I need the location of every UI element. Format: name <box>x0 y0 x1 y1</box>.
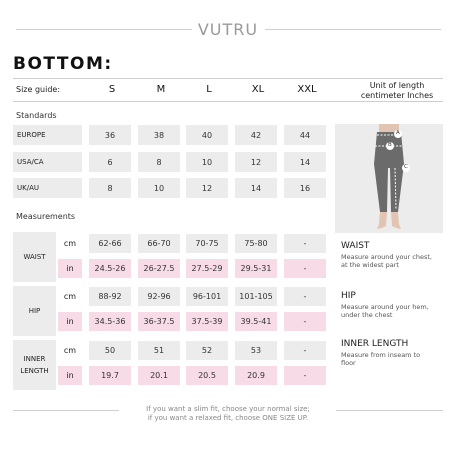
hip-in-xl: 39.5-41 <box>235 312 277 331</box>
standard-usa-xl: 12 <box>235 152 277 172</box>
figure-marker-b: B <box>388 142 392 148</box>
hip-unit-in: in <box>58 312 82 331</box>
desc-waist-line-2: at the widest part <box>341 261 399 269</box>
page-title: BOTTOM: <box>13 54 113 74</box>
inner-length-line-1: INNER <box>23 355 46 363</box>
standard-usa-xxl: 14 <box>284 152 326 172</box>
measurement-label-waist: WAIST <box>13 232 56 282</box>
standard-uk-xl: 14 <box>235 178 277 198</box>
inner-length-cm-s: 50 <box>89 341 131 360</box>
desc-text-inner-length <box>341 351 445 367</box>
desc-hip-line-1: Measure around your hem, <box>341 303 429 311</box>
desc-hip-line-2: under the chest <box>341 311 393 319</box>
inner-length-line-2: LENGTH <box>20 367 49 375</box>
hip-cm-xxl: - <box>284 287 326 306</box>
hip-in-l: 37.5-39 <box>186 312 228 331</box>
standards-label: Standards <box>16 111 57 120</box>
unit-note <box>347 81 447 101</box>
hip-cm-s: 88-92 <box>89 287 131 306</box>
waist-unit-in: in <box>58 259 82 278</box>
size-header-xl: XL <box>251 84 265 95</box>
standard-usa-s: 6 <box>89 152 131 172</box>
size-header-l: L <box>206 84 212 95</box>
waist-in-xxl: - <box>284 259 326 278</box>
standard-row-label-usa-ca: USA/CA <box>13 152 82 172</box>
standard-uk-l: 12 <box>186 178 228 198</box>
measurement-label-hip: HIP <box>13 286 56 336</box>
size-header-s: S <box>108 84 116 95</box>
waist-cm-m: 66-70 <box>138 234 180 253</box>
desc-inner-length-line-2: floor <box>341 359 356 367</box>
brand-logo: VUTRU <box>197 20 259 39</box>
inner-length-in-s: 19.7 <box>89 366 131 385</box>
brand-rule-right <box>265 29 441 30</box>
unit-note-line-2: centimeter Inches <box>360 91 434 100</box>
inner-length-unit-in: in <box>58 366 82 385</box>
size-header-xxl: XXL <box>297 84 317 95</box>
standard-uk-xxl: 16 <box>284 178 326 198</box>
inner-length-in-m: 20.1 <box>138 366 180 385</box>
unit-note-line-1: Unit of length <box>369 81 425 90</box>
desc-title-inner-length: INNER LENGTH <box>341 339 409 349</box>
desc-waist-line-1: Measure around your chest, <box>341 253 432 261</box>
hip-cm-xl: 101-105 <box>235 287 277 306</box>
waist-in-s: 24.5-26 <box>89 259 131 278</box>
header-rule-bottom <box>13 101 443 102</box>
desc-text-waist <box>341 253 445 269</box>
fit-note-line-1: If you want a slim fit, choose your normal size; <box>146 405 310 413</box>
size-guide-label: Size guide: <box>16 85 61 94</box>
standard-europe-m: 38 <box>138 125 180 145</box>
figure-panel <box>335 124 443 233</box>
figure-marker-a: A <box>396 130 400 136</box>
standard-europe-l: 40 <box>186 125 228 145</box>
waist-cm-xxl: - <box>284 234 326 253</box>
inner-length-in-xxl: - <box>284 366 326 385</box>
inner-length-cm-m: 51 <box>138 341 180 360</box>
measurement-label-inner-length <box>13 340 56 390</box>
leggings-figure-icon <box>335 124 443 233</box>
waist-cm-s: 62-66 <box>89 234 131 253</box>
hip-cm-l: 96-101 <box>186 287 228 306</box>
fit-note-line-2: if you want a relaxed fit, choose ONE SIZE UP. <box>147 414 309 422</box>
figure-marker-c: C <box>404 164 408 170</box>
standard-usa-l: 10 <box>186 152 228 172</box>
standard-row-label-europe: EUROPE <box>13 125 82 145</box>
footer-rule-right <box>336 410 443 411</box>
desc-inner-length-line-1: Measure from inseam to <box>341 351 421 359</box>
hip-in-s: 34.5-36 <box>89 312 131 331</box>
inner-length-cm-l: 52 <box>186 341 228 360</box>
standard-uk-m: 10 <box>138 178 180 198</box>
hip-in-m: 36-37.5 <box>138 312 180 331</box>
inner-length-cm-xxl: - <box>284 341 326 360</box>
standard-europe-xl: 42 <box>235 125 277 145</box>
standard-europe-s: 36 <box>89 125 131 145</box>
desc-title-waist: WAIST <box>341 241 370 251</box>
waist-in-l: 27.5-29 <box>186 259 228 278</box>
inner-length-cm-xl: 53 <box>235 341 277 360</box>
hip-in-xxl: - <box>284 312 326 331</box>
standard-usa-m: 8 <box>138 152 180 172</box>
waist-cm-l: 70-75 <box>186 234 228 253</box>
size-header-m: M <box>156 84 166 95</box>
waist-in-m: 26-27.5 <box>138 259 180 278</box>
desc-text-hip <box>341 303 445 319</box>
waist-in-xl: 29.5-31 <box>235 259 277 278</box>
inner-length-unit-cm: cm <box>58 341 82 360</box>
hip-unit-cm: cm <box>58 287 82 306</box>
measurements-label: Measurements <box>16 212 76 221</box>
waist-unit-cm: cm <box>58 234 82 253</box>
desc-title-hip: HIP <box>341 291 356 301</box>
hip-cm-m: 92-96 <box>138 287 180 306</box>
standard-europe-xxl: 44 <box>284 125 326 145</box>
standard-row-label-uk-au: UK/AU <box>13 178 82 198</box>
waist-cm-xl: 75-80 <box>235 234 277 253</box>
inner-length-in-xl: 20.9 <box>235 366 277 385</box>
standard-uk-s: 8 <box>89 178 131 198</box>
inner-length-in-l: 20.5 <box>186 366 228 385</box>
footer-rule-left <box>13 410 119 411</box>
header-rule-top <box>13 78 443 79</box>
